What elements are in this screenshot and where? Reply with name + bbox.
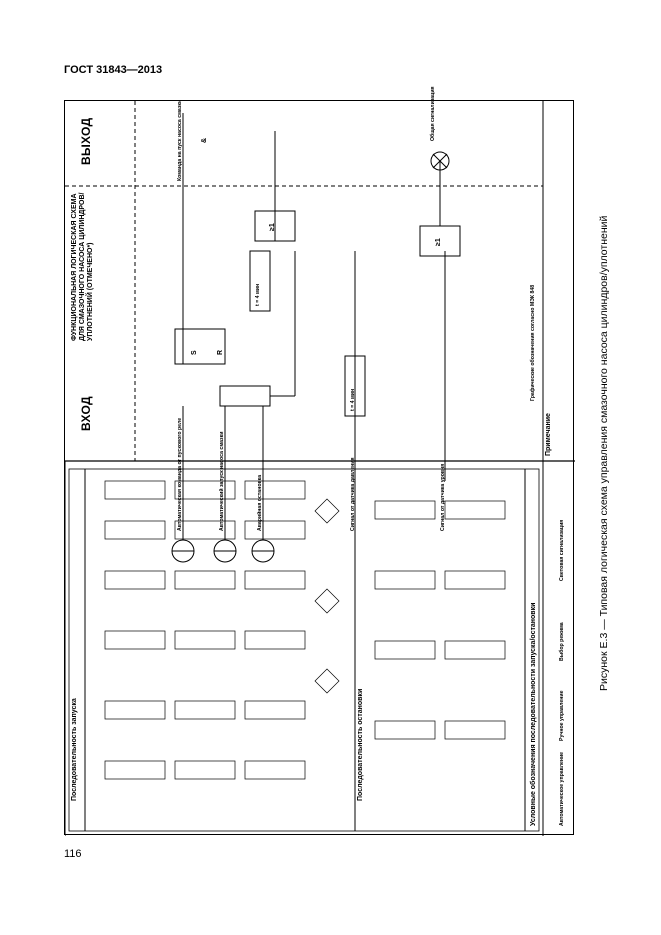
figure-caption-wrap [596, 215, 616, 696]
page-number: 116 [64, 848, 82, 860]
legend-item-3: Выбор режима [559, 622, 565, 661]
output-column-label: ВЫХОД [79, 117, 93, 165]
input-label-5: Сигнал от датчика уровня [440, 463, 446, 531]
logic-reset: R [217, 349, 224, 355]
logic-set: S [191, 350, 198, 355]
legend-title: Условные обозначения последовательности запуска/остановки [530, 602, 537, 826]
schema-title: ФУНКЦИОНАЛЬНАЯ ЛОГИЧЕСКАЯ СХЕМА ДЛЯ СМАЗОЧНОГО НАСОСА ЦИЛИНДРОВ/УПЛОТНЕНИЙ (ОТМЕЧЕНО*) [71, 192, 94, 341]
input-label-4: Сигнал от датчика давления [350, 457, 356, 531]
input-column-label: ВХОД [79, 396, 93, 431]
logic-diagram [65, 101, 575, 836]
document-header: ГОСТ 31843—2013 [64, 64, 163, 76]
output-label-2: Общая сигнализация [430, 86, 436, 141]
sequence-title: Последовательность запуска [71, 698, 78, 801]
legend-item-1: Автоматическое управление [559, 751, 565, 826]
timer-2-label: t = 4 мин [350, 388, 356, 411]
logic-or-2: ≥1 [435, 238, 442, 246]
logic-and: & [201, 137, 208, 143]
flowchart-area [69, 469, 539, 831]
input-label-2: Автоматический запуск насоса смазки [219, 431, 225, 531]
input-label-1: Автоматическая команда от пускового реле [177, 417, 183, 531]
input-label-3: Аварийная остановка [257, 474, 263, 531]
logic-or-1: ≥1 [269, 223, 276, 231]
output-label-1: Команда на пуск насоса смазки [177, 99, 183, 181]
legend-item-2: Ручное управление [559, 690, 565, 741]
timer-1-label: t = 4 мин [255, 283, 261, 306]
schema-frame [64, 86, 574, 835]
footnote-label: Графические обозначения согласно МЭК 848 [530, 284, 536, 401]
and-gate [220, 386, 270, 406]
remark-label: Примечание [545, 413, 552, 456]
shutdown-title: Последовательность остановки [357, 688, 364, 801]
legend-item-4: Световая сигнализация [559, 519, 565, 581]
figure-caption: Рисунок Е.3 — Типовая логическая схема управления смазочного насоса цилиндров/уплотнений [598, 215, 610, 691]
